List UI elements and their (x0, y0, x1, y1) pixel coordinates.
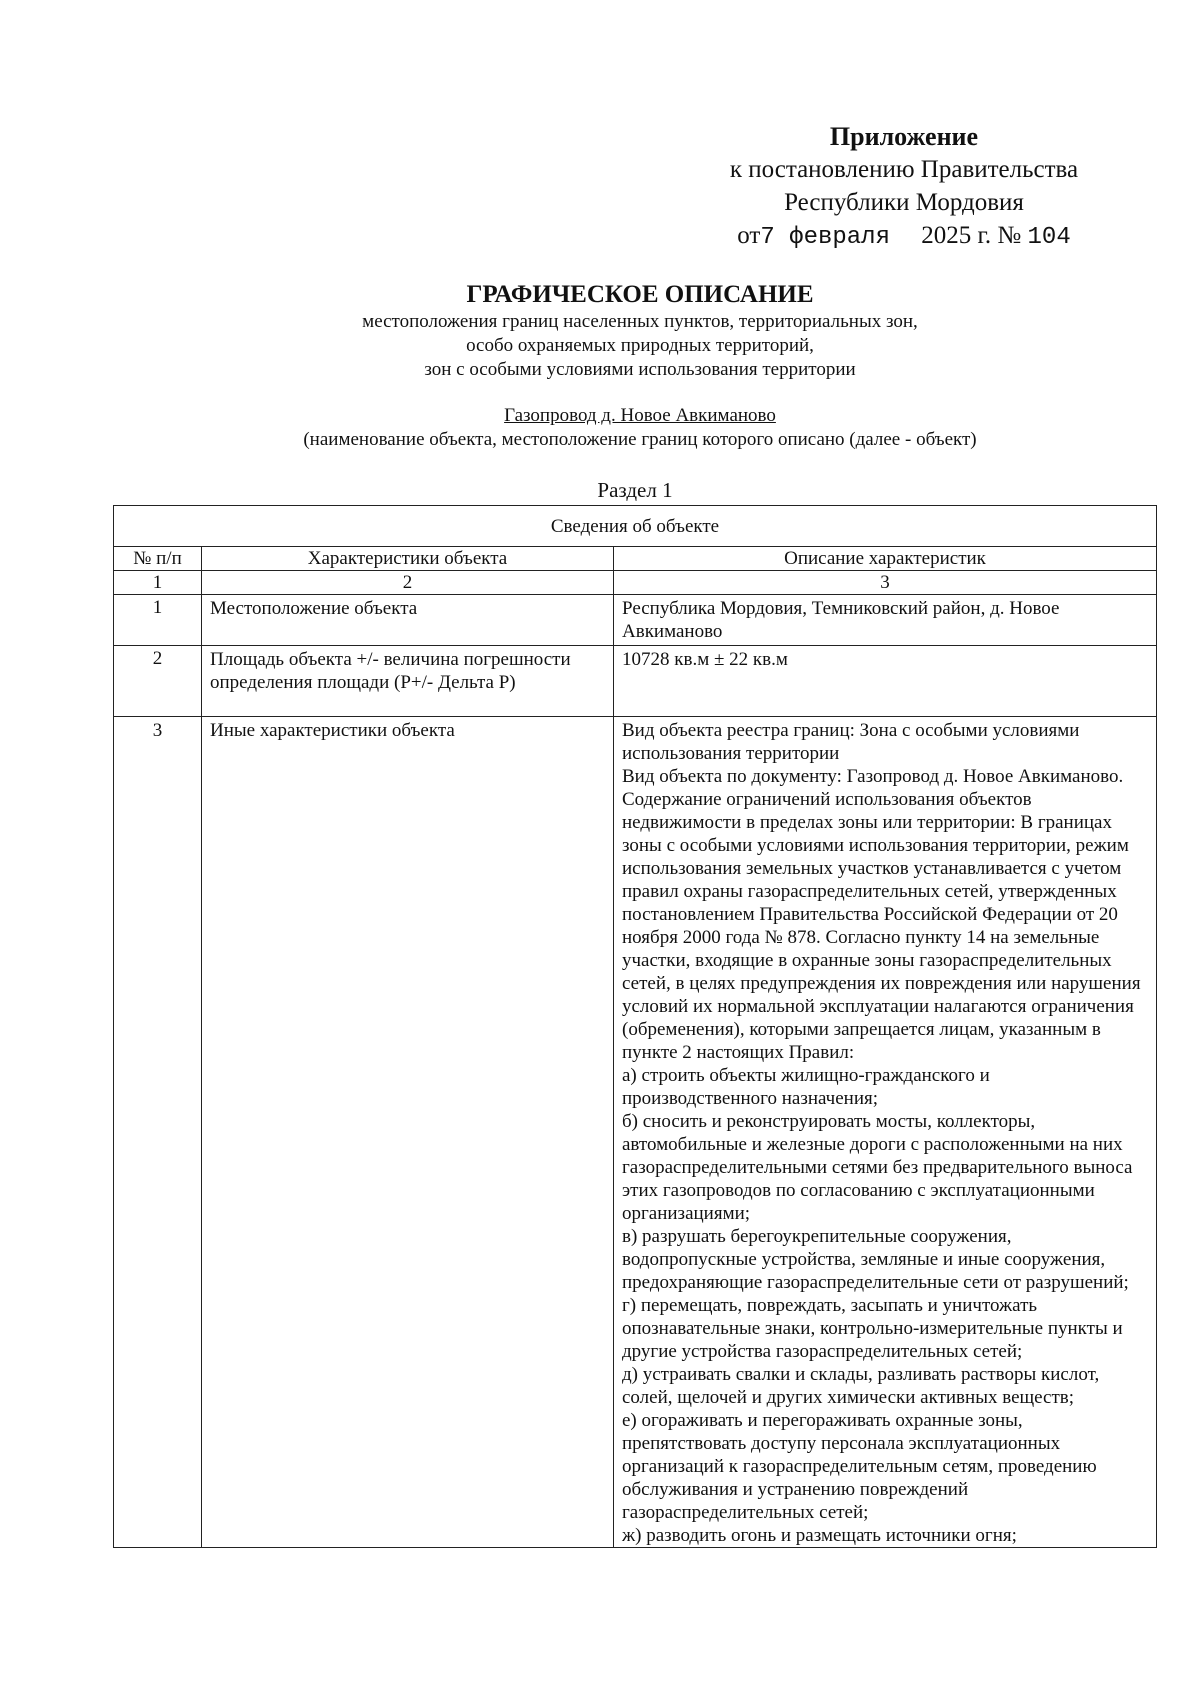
section-label: Раздел 1 (597, 478, 673, 502)
document-header (250, 280, 1030, 382)
decree-number: 104 (1027, 224, 1071, 251)
appendix-block (694, 120, 1114, 254)
description-paragraph: б) сносить и реконструировать мосты, коллекторы, автомобильные и железные дороги с расположенными на них газораспределительными сетями без предварительного выноса этих газопроводов по согласованию с эксплуатационными организациями; (622, 1111, 1133, 1224)
row-characteristic: Иные характеристики объекта (202, 717, 614, 1548)
description-paragraph: в) разрушать берегоукрепительные сооружения, водопропускные устройства, земляные и иные сооружения, предохраняющие газораспределительные сети от разрушений; (622, 1226, 1129, 1293)
appendix-title: Приложение (829, 122, 979, 151)
column-header-characteristic: Характеристики объекта (202, 547, 614, 571)
row-characteristic: Местоположение объекта (202, 595, 614, 646)
object-name-caption: (наименование объекта, местоположение границ которого описано (далее - объект) (303, 429, 977, 450)
date-day-month: 7 февраля (760, 224, 890, 251)
column-header-description: Описание характеристик (614, 547, 1157, 571)
object-name: Газопровод д. Новое Авкиманово (504, 405, 776, 426)
row-number: 2 (114, 646, 202, 717)
column-number-2: 2 (202, 571, 614, 595)
column-number-3: 3 (614, 571, 1157, 595)
appendix-line-1: к постановлению Правительства (729, 156, 1079, 183)
description-paragraph: г) перемещать, повреждать, засыпать и уничтожать опознавательные знаки, контрольно-измерительные пункты и другие устройства газораспределительных сетей; (622, 1295, 1123, 1362)
document-subtitle-2: особо охраняемых природных территорий, (466, 335, 814, 356)
row-description: 10728 кв.м ± 22 кв.м (614, 646, 1157, 717)
document-subtitle-3: зон с особыми условиями использования территории (424, 359, 856, 380)
table-row (114, 717, 1157, 1548)
object-name-block (250, 404, 1030, 452)
description-paragraph: ж) разводить огонь и размещать источники огня; (622, 1525, 1017, 1546)
row-number: 3 (114, 717, 202, 1548)
column-header-number: № п/п (114, 547, 202, 571)
row-description (614, 717, 1157, 1548)
table-caption-row (114, 506, 1157, 547)
description-paragraph: Вид объекта реестра границ: Зона с особыми условиями использования территории (622, 720, 1080, 764)
date-year: 2025 г. № (921, 222, 1022, 249)
table-header-row (114, 547, 1157, 571)
description-paragraph: а) строить объекты жилищно-гражданского и производственного назначения; (622, 1065, 990, 1109)
object-info-table (113, 505, 1157, 1548)
column-number-row (114, 571, 1157, 595)
document-subtitle-1: местоположения границ населенных пунктов, территориальных зон, (362, 311, 918, 332)
table-row (114, 595, 1157, 646)
date-prefix: от (737, 222, 761, 249)
table-caption: Сведения об объекте (114, 506, 1157, 547)
description-paragraph: Содержание ограничений использования объектов недвижимости в пределах зоны или территории: В границах зоны с особыми условиями использования территории, режим использования земельных участков устанавливается с учетом правил охраны газораспределительных сетей, утвержденных постановлением Правительства Российской Федерации от 20 ноября 2000 года № 878. Согласно пункту 14 на земельные участки, входящие в охранные зоны газораспределительных сетей, в целях предупреждения их повреждения или нарушения условий их нормальной эксплуатации налагаются ограничения (обременения), которыми запрещается лицам, указанным в пункте 2 настоящих Правил: (622, 789, 1141, 1063)
row-number: 1 (114, 595, 202, 646)
appendix-date-line (694, 219, 1114, 254)
column-number-1: 1 (114, 571, 202, 595)
document-title: ГРАФИЧЕСКОЕ ОПИСАНИЕ (466, 281, 814, 308)
description-paragraph: е) огораживать и перегораживать охранные зоны, препятствовать доступу персонала эксплуатационных организаций к газораспределительным сетям, проведению обслуживания и устранению повреждений газораспределительных сетей; (622, 1410, 1097, 1523)
appendix-line-2: Республики Мордовия (784, 189, 1024, 216)
row-characteristic: Площадь объекта +/- величина погрешности определения площади (P+/- Дельта P) (202, 646, 614, 717)
description-paragraph: д) устраивать свалки и склады, разливать растворы кислот, солей, щелочей и других химически активных веществ; (622, 1364, 1100, 1408)
row-description: Республика Мордовия, Темниковский район, д. Новое Авкиманово (614, 595, 1157, 646)
table-row (114, 646, 1157, 717)
description-paragraph: Вид объекта по документу: Газопровод д. Новое Авкиманово. (622, 766, 1124, 787)
